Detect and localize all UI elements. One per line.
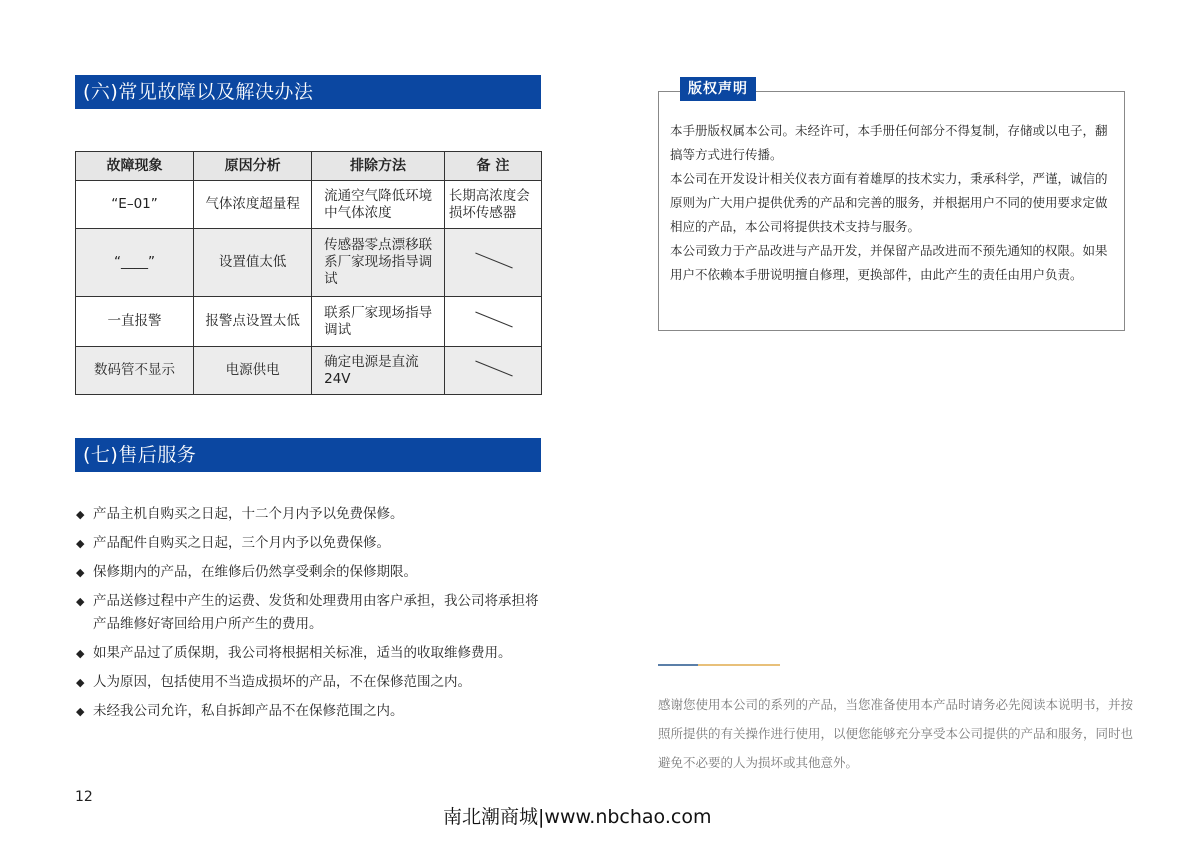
- list-item-text: 保修期内的产品，在维修后仍然享受剩余的保修期限。: [93, 564, 417, 580]
- cell-solution: 联系厂家现场指导调试: [312, 297, 445, 347]
- copyright-paragraph: 本手册版权属本公司。未经许可，本手册任何部分不得复制，存储或以电子，翻搞等方式进行传播。: [670, 123, 1108, 162]
- list-item-text: 如果产品过了质保期，我公司将根据相关标准，适当的收取维修费用。: [93, 645, 512, 661]
- section-6-heading: (六)常见故障以及解决办法: [75, 75, 541, 109]
- table-row: [76, 347, 542, 395]
- diamond-bullet-icon: ◆: [76, 537, 85, 550]
- cell-symptom: 数码管不显示: [76, 347, 194, 395]
- after-sales-list: [76, 503, 546, 729]
- copyright-paragraph: 本公司在开发设计相关仪表方面有着雄厚的技术实力，秉承科学，严谨，诚信的原则为广大用户提供优秀的产品和完善的服务，并根据用户不同的使用要求定做相应的产品，本公司将提供技术支持与服务。: [670, 171, 1108, 234]
- col-header-solution: 排除方法: [312, 152, 445, 181]
- table-row: [76, 297, 542, 347]
- cell-note: [444, 297, 541, 347]
- list-item: [76, 503, 546, 526]
- list-item: [76, 642, 546, 665]
- diamond-bullet-icon: ◆: [76, 508, 85, 521]
- cell-symptom: “E–01”: [76, 181, 194, 229]
- cell-cause: 气体浓度超量程: [194, 181, 312, 229]
- col-header-symptom: 故障现象: [76, 152, 194, 181]
- list-item: [76, 671, 546, 694]
- slash-icon: [474, 361, 512, 375]
- table-row: [76, 229, 542, 297]
- cell-cause: 设置值太低: [194, 229, 312, 297]
- fault-table: [75, 151, 542, 395]
- cell-note: [444, 229, 541, 297]
- accent-divider: [658, 664, 780, 666]
- cell-note: [444, 347, 541, 395]
- copyright-text: [670, 119, 1118, 287]
- footer-brand-link[interactable]: 南北潮商城|www.nbchao.com: [443, 806, 712, 828]
- list-item-text: 人为原因，包括使用不当造成损坏的产品，不在保修范围之内。: [93, 674, 471, 690]
- slash-icon: [474, 312, 512, 326]
- list-item-text: 产品主机自购买之日起，十二个月内予以免费保修。: [93, 506, 404, 522]
- diamond-bullet-icon: ◆: [76, 595, 85, 608]
- copyright-paragraph: 本公司致力于产品改进与产品开发，并保留产品改进而不预先通知的权限。如果用户不依赖本手册说明擅自修理，更换部件，由此产生的责任由用户负责。: [670, 243, 1108, 282]
- list-item-text: 产品送修过程中产生的运费、发货和处理费用由客户承担，我公司将承担将产品维修好寄回给用户所产生的费用。: [93, 593, 539, 632]
- copyright-heading: 版权声明: [680, 77, 756, 101]
- col-header-note: 备 注: [444, 152, 541, 181]
- diamond-bullet-icon: ◆: [76, 647, 85, 660]
- diamond-bullet-icon: ◆: [76, 676, 85, 689]
- table-header-row: [76, 152, 542, 181]
- thanks-paragraph: 感谢您使用本公司的系列的产品，当您准备使用本产品时请务必先阅读本说明书，并按照所提供的有关操作进行使用，以便您能够充分享受本公司提供的产品和服务，同时也避免不必要的人为损坏或其他意外。: [658, 697, 1134, 770]
- cell-symptom: “____”: [76, 229, 194, 297]
- list-item: [76, 590, 546, 636]
- page-number: 12: [75, 789, 93, 805]
- list-item: [76, 700, 546, 723]
- accent-divider-blue: [658, 664, 698, 666]
- cell-solution: 确定电源是直流24V: [312, 347, 445, 395]
- cell-solution: 传感器零点漂移联系厂家现场指导调试: [312, 229, 445, 297]
- cell-solution: 流通空气降低环境中气体浓度: [312, 181, 445, 229]
- slash-icon: [474, 253, 512, 267]
- cell-note: 长期高浓度会损坏传感器: [444, 181, 541, 229]
- diamond-bullet-icon: ◆: [76, 705, 85, 718]
- list-item-text: 产品配件自购买之日起，三个月内予以免费保修。: [93, 535, 390, 551]
- diamond-bullet-icon: ◆: [76, 566, 85, 579]
- cell-symptom: 一直报警: [76, 297, 194, 347]
- cell-cause: 报警点设置太低: [194, 297, 312, 347]
- table-row: [76, 181, 542, 229]
- list-item-text: 未经我公司允许，私自拆卸产品不在保修范围之内。: [93, 703, 404, 719]
- cell-cause: 电源供电: [194, 347, 312, 395]
- accent-divider-gold: [698, 664, 780, 666]
- col-header-cause: 原因分析: [194, 152, 312, 181]
- list-item: [76, 532, 546, 555]
- section-7-heading: (七)售后服务: [75, 438, 541, 472]
- list-item: [76, 561, 546, 584]
